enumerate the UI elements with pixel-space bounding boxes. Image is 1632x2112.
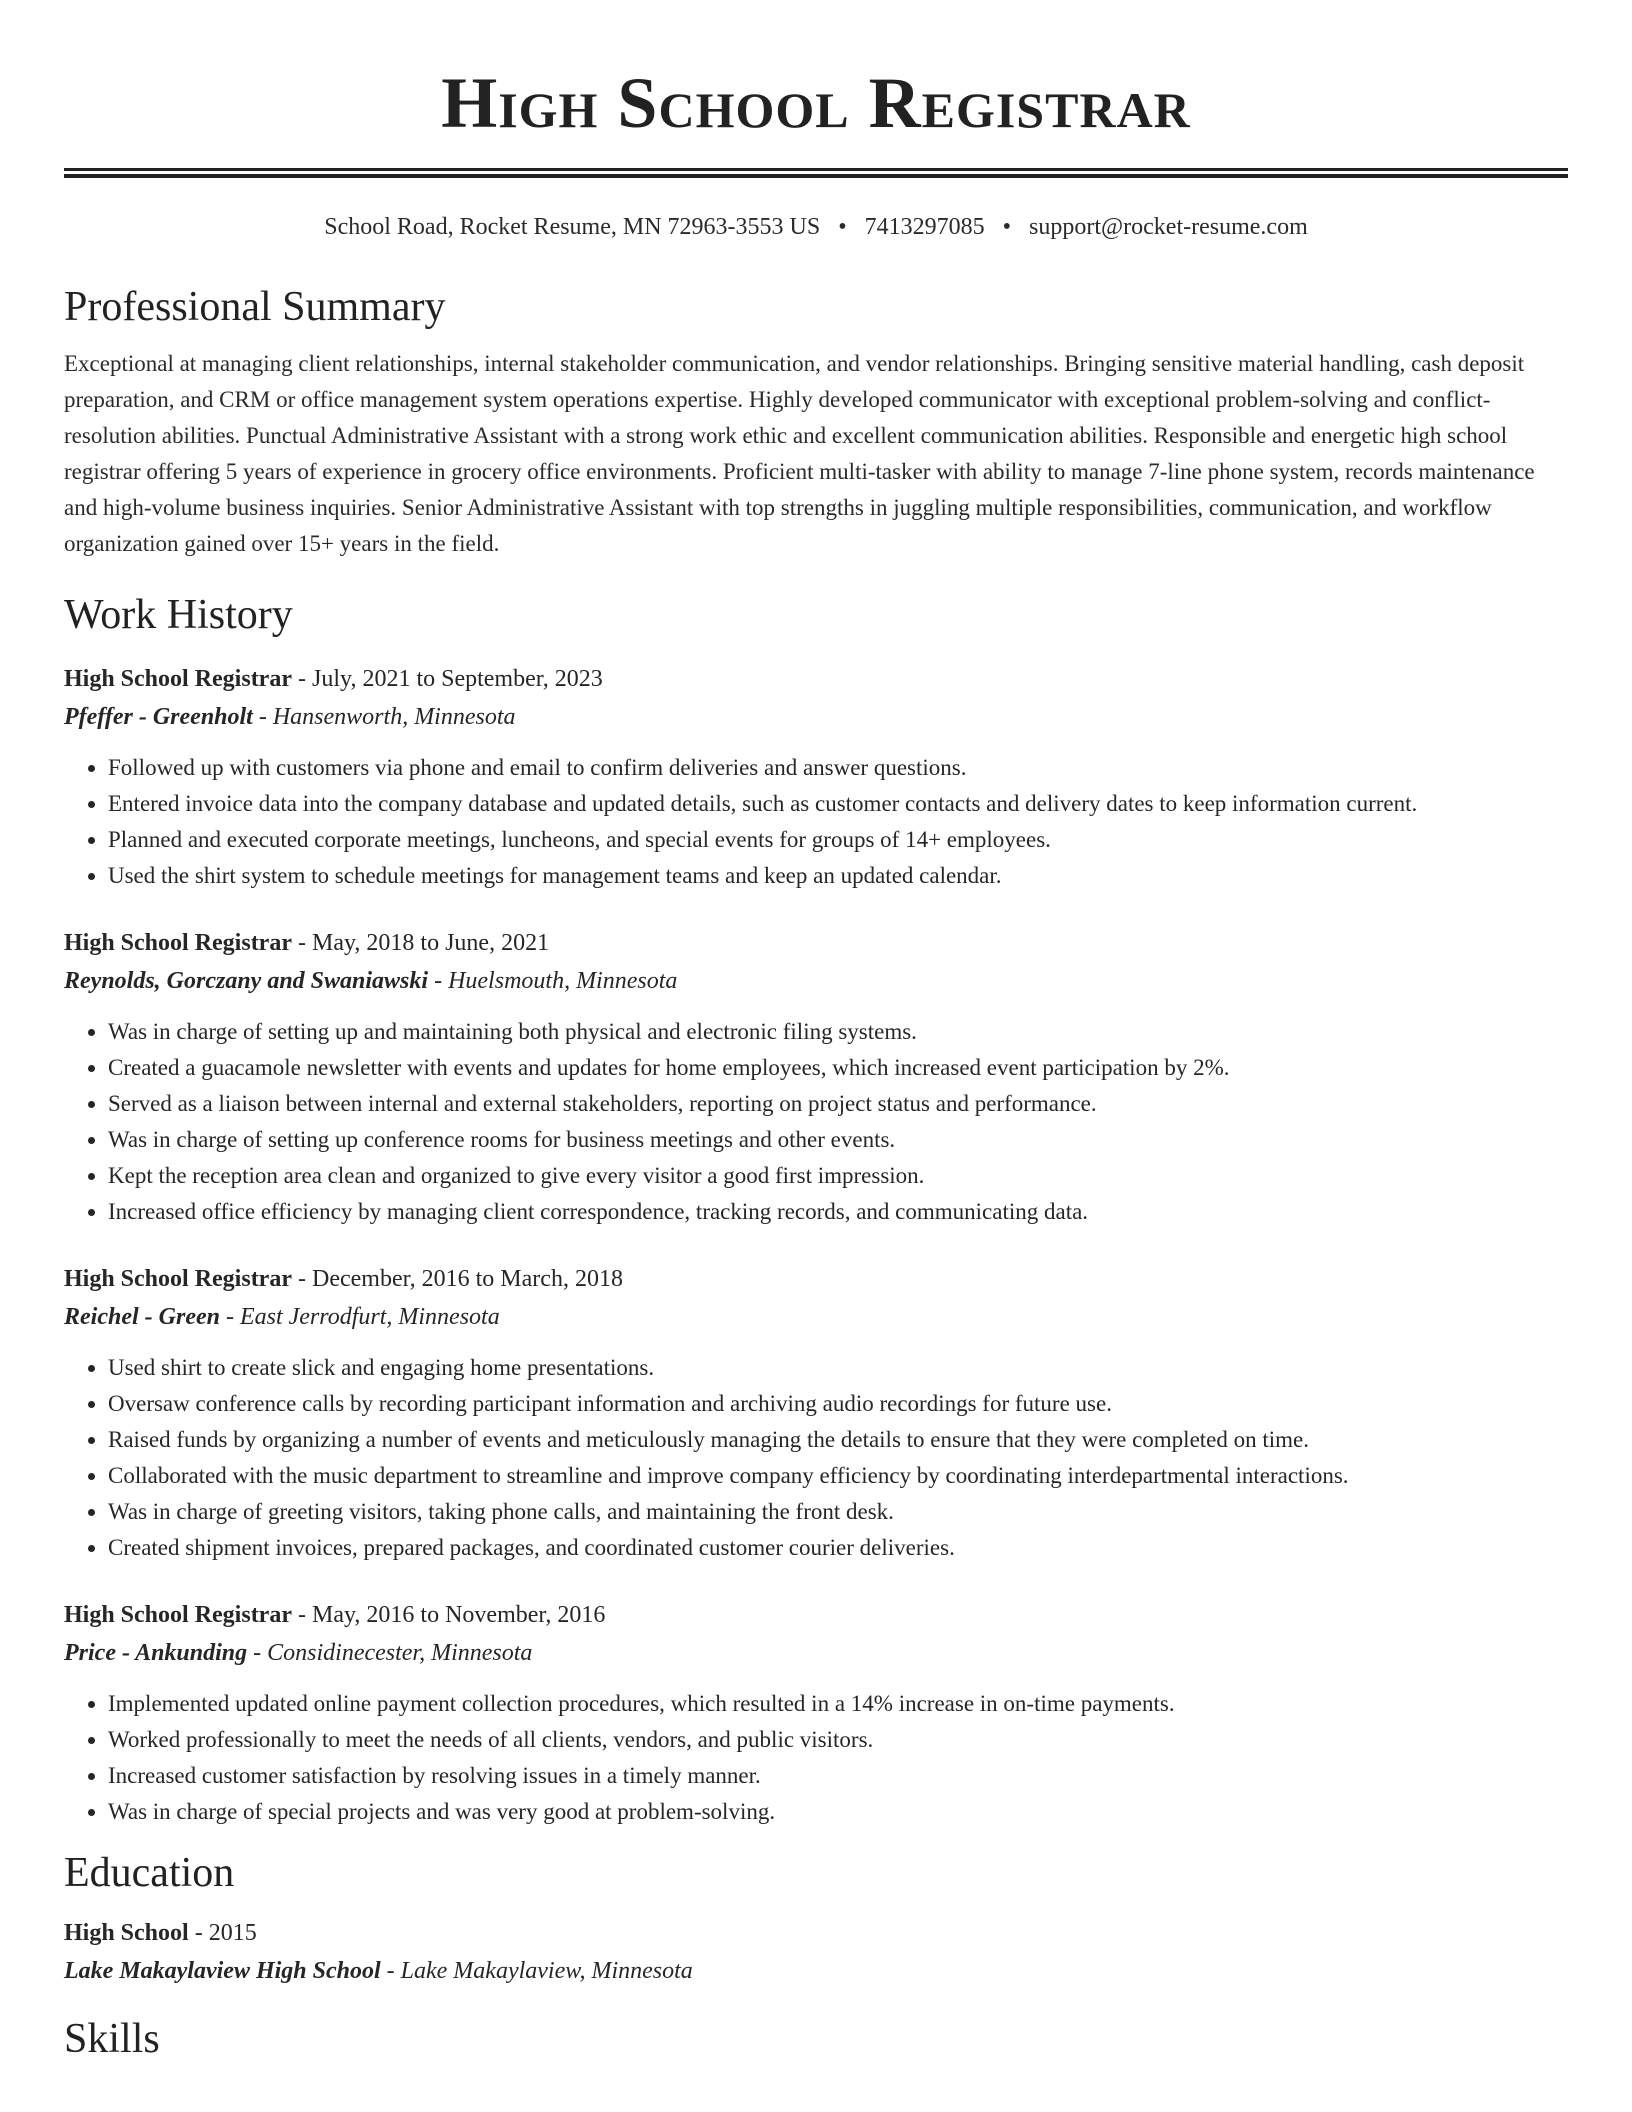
contact-address: School Road, Rocket Resume, MN 72963-3553 US (324, 214, 821, 240)
education-school: Lake Makaylaview High School (64, 1958, 381, 1984)
job-bullet: • Implemented updated online payment collection procedures, which resulted in a 14% increase in on-time payments. (108, 1686, 1568, 1722)
job-location: - Hansenworth, Minnesota (252, 704, 516, 730)
job-bullet: • Was in charge of greeting visitors, taking phone calls, and maintaining the front desk. (108, 1494, 1568, 1530)
job-bullet: • Oversaw conference calls by recording participant information and archiving audio recordings for future use. (108, 1386, 1568, 1422)
education-location: - Lake Makaylaview, Minnesota (380, 1958, 693, 1984)
contact-separator: • (1002, 214, 1012, 240)
job-entry (64, 924, 1568, 1230)
summary-heading: Professional Summary (64, 284, 446, 330)
job-title: High School Registrar (64, 930, 292, 956)
job-location: - Huelsmouth, Minnesota (428, 968, 678, 994)
job-title-line (64, 1596, 1568, 1634)
job-bullet: • Was in charge of special projects and was very good at problem-solving. (108, 1794, 1568, 1830)
education-school-line (64, 1952, 1568, 1990)
job-bullets (64, 1014, 1568, 1230)
job-company: Pfeffer - Greenholt (64, 704, 253, 730)
job-bullets (64, 1350, 1568, 1566)
job-bullet: • Served as a liaison between internal and external stakeholders, reporting on project status and performance. (108, 1086, 1568, 1122)
job-bullet: • Created a guacamole newsletter with events and updates for home employees, which increased event participation by 2%. (108, 1050, 1568, 1086)
job-entry (64, 660, 1568, 894)
resume-page (64, 0, 1568, 2064)
job-bullets (64, 750, 1568, 894)
job-bullet: • Entered invoice data into the company database and updated details, such as customer contacts and delivery dates to keep information current. (108, 786, 1568, 822)
job-title-line (64, 1260, 1568, 1298)
job-dates: - July, 2021 to September, 2023 (292, 666, 603, 692)
job-bullets (64, 1686, 1568, 1830)
education-heading: Education (64, 1850, 235, 1896)
contact-phone: 7413297085 (864, 214, 985, 240)
contact-separator: • (838, 214, 847, 240)
job-title-line (64, 660, 1568, 698)
job-bullet: • Used the shirt system to schedule meetings for management teams and keep an updated calendar. (108, 858, 1568, 894)
job-company-line (64, 698, 1568, 736)
contact-email: support@rocket-resume.com (1029, 214, 1308, 240)
job-bullet: • Was in charge of setting up and maintaining both physical and electronic filing systems. (108, 1014, 1568, 1050)
job-entry (64, 1260, 1568, 1566)
job-company: Reynolds, Gorczany and Swaniawski (64, 968, 429, 994)
job-bullet: • Created shipment invoices, prepared packages, and coordinated customer courier deliveries. (108, 1530, 1568, 1566)
job-company-line (64, 1634, 1568, 1672)
job-title: High School Registrar (64, 1266, 292, 1292)
job-company-line (64, 962, 1568, 1000)
resume-title: High School Registrar (441, 63, 1191, 143)
job-company: Reichel - Green (64, 1304, 220, 1330)
job-bullet: • Increased office efficiency by managing client correspondence, tracking records, and communicating data. (108, 1194, 1568, 1230)
job-title: High School Registrar (64, 666, 292, 692)
job-bullet: • Increased customer satisfaction by resolving issues in a timely manner. (108, 1758, 1568, 1794)
job-bullet: • Raised funds by organizing a number of events and meticulously managing the details to ensure that they were completed on time. (108, 1422, 1568, 1458)
job-bullet: • Used shirt to create slick and engaging home presentations. (108, 1350, 1568, 1386)
education-entry (64, 1914, 1568, 1990)
job-dates: - May, 2018 to June, 2021 (292, 930, 550, 956)
work-history-heading: Work History (64, 592, 293, 638)
summary-text: Exceptional at managing client relationships, internal stakeholder communication, and vendor relationships. Bringing sensitive material handling, cash deposit preparation, and CRM or office management system operations expertise. Highly developed communicator with exceptional problem-solving and conflict-resolution abilities. Punctual Administrative Assistant with a strong work ethic and excellent communication abilities. Responsible and energetic high school registrar offering 5 years of experience in grocery office environments. Proficient multi-tasker with ability to manage 7-line phone system, records maintenance and high-volume business inquiries. Senior Administrative Assistant with top strengths in juggling multiple responsibilities, communication, and workflow organization gained over 15+ years in the field. (64, 351, 1535, 556)
job-bullet: • Was in charge of setting up conference rooms for business meetings and other events. (108, 1122, 1568, 1158)
job-bullet: • Followed up with customers via phone and email to confirm deliveries and answer questions. (108, 750, 1568, 786)
job-title-line (64, 924, 1568, 962)
job-entry (64, 1596, 1568, 1830)
education-degree-line (64, 1914, 1568, 1952)
skills-heading: Skills (64, 2016, 160, 2062)
job-dates: - December, 2016 to March, 2018 (292, 1266, 623, 1292)
job-location: - East Jerrodfurt, Minnesota (219, 1304, 500, 1330)
contact-line (64, 212, 1568, 242)
education-degree: High School (64, 1920, 189, 1946)
job-bullet: • Collaborated with the music department to streamline and improve company efficiency by coordinating interdepartmental interactions. (108, 1458, 1568, 1494)
education-year: - 2015 (188, 1920, 257, 1946)
job-company-line (64, 1298, 1568, 1336)
job-location: - Considinecester, Minnesota (247, 1640, 533, 1666)
job-company: Price - Ankunding (64, 1640, 248, 1666)
job-bullet: • Planned and executed corporate meetings, luncheons, and special events for groups of 14+ employees. (108, 822, 1568, 858)
title-divider (64, 168, 1568, 178)
job-bullet: • Kept the reception area clean and organized to give every visitor a good first impression. (108, 1158, 1568, 1194)
job-title: High School Registrar (64, 1602, 292, 1628)
job-bullet: • Worked professionally to meet the needs of all clients, vendors, and public visitors. (108, 1722, 1568, 1758)
job-dates: - May, 2016 to November, 2016 (292, 1602, 606, 1628)
